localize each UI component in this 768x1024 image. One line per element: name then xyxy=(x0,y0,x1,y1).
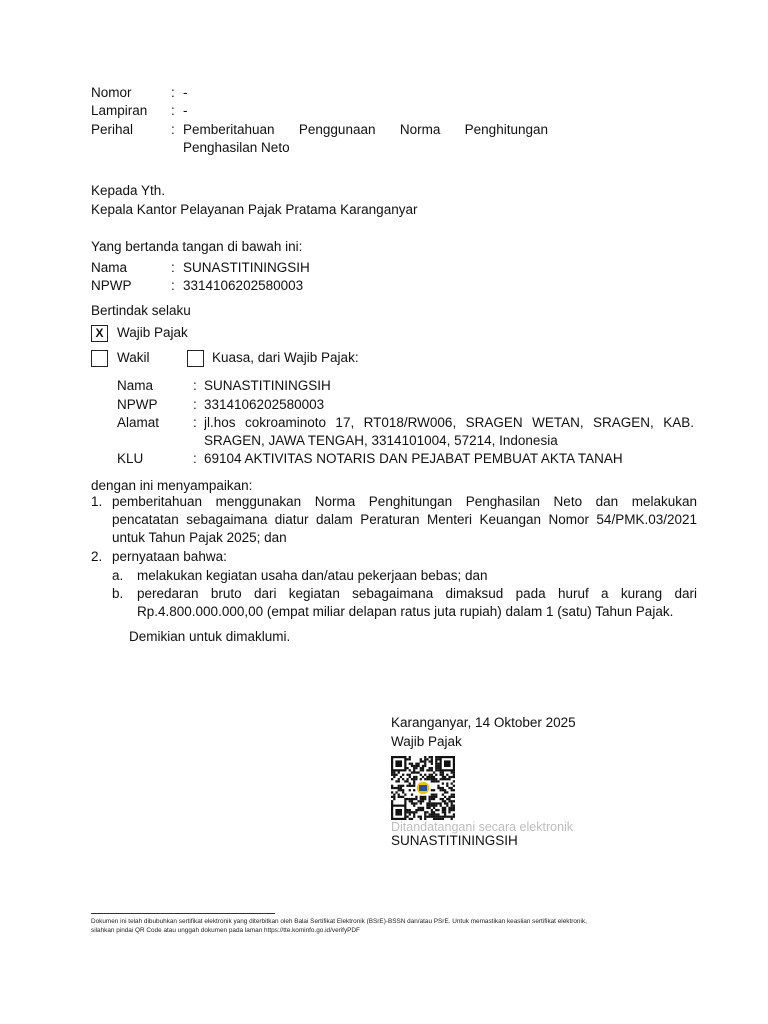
taxpayer-nama-label: Nama xyxy=(117,378,154,393)
footnote-line-1: Dokumen ini telah dibubuhkan sertifikat elektronik yang diterbitkan oleh Balai Sertifikat Elektronik (BSrE)-BSSN dan/atau PSrE. Untuk memastikan keaslian sertifikat elektronik, xyxy=(91,918,587,925)
recipient-greeting: Kepada Yth. xyxy=(91,183,166,198)
signer-nama-label: Nama xyxy=(91,260,128,275)
item-2b-letter: b. xyxy=(112,586,124,601)
signature-role: Wajib Pajak xyxy=(391,734,462,749)
nomor-label: Nomor xyxy=(91,85,132,100)
taxpayer-nama-value: SUNASTITININGSIH xyxy=(204,378,331,393)
signer-npwp-label: NPWP xyxy=(91,278,132,293)
signer-npwp-value: 3314106202580003 xyxy=(183,278,304,293)
closing-text: Demikian untuk dimaklumi. xyxy=(129,629,291,644)
taxpayer-klu-label: KLU xyxy=(117,451,144,466)
item-2-number: 2. xyxy=(91,549,103,564)
e-signed-note: Ditandatangani secara elektronik xyxy=(391,820,574,834)
item-1-number: 1. xyxy=(91,494,103,509)
perihal-label: Perihal xyxy=(91,122,134,137)
signature-place-date: Karanganyar, 14 Oktober 2025 xyxy=(391,715,576,730)
signer-npwp-colon: : xyxy=(171,278,175,293)
item-1-line-3: untuk Tahun Pajak 2025; dan xyxy=(112,530,287,545)
item-2a-letter: a. xyxy=(112,568,124,583)
wajib-pajak-checkbox[interactable]: X xyxy=(91,325,108,342)
taxpayer-npwp-label: NPWP xyxy=(117,397,158,412)
signer-nama-colon: : xyxy=(171,260,175,275)
taxpayer-klu-value: 69104 AKTIVITAS NOTARIS DAN PEJABAT PEMBUAT AKTA TANAH xyxy=(204,451,623,466)
wakil-label: Wakil xyxy=(117,350,150,365)
statement-intro: dengan ini menyampaikan: xyxy=(91,478,253,493)
taxpayer-alamat-colon: : xyxy=(193,415,197,430)
item-2a-text: melakukan kegiatan usaha dan/atau pekerjaan bebas; dan xyxy=(137,568,488,583)
lampiran-colon: : xyxy=(171,103,175,118)
kuasa-checkbox[interactable] xyxy=(187,350,204,367)
taxpayer-npwp-value: 3314106202580003 xyxy=(204,397,325,412)
taxpayer-klu-colon: : xyxy=(193,451,197,466)
taxpayer-npwp-colon: : xyxy=(193,397,197,412)
item-2b-line-2: Rp.4.800.000.000,00 (empat miliar delapan ratus juta rupiah) dalam 1 (satu) Tahun Pajak. xyxy=(137,604,674,619)
nomor-colon: : xyxy=(171,85,175,100)
lampiran-value: - xyxy=(183,103,188,118)
qr-code-icon[interactable] xyxy=(391,756,455,820)
wajib-pajak-label: Wajib Pajak xyxy=(117,325,188,340)
kuasa-label: Kuasa, dari Wajib Pajak: xyxy=(212,350,359,365)
taxpayer-alamat-line-1: jl.hos cokroaminoto 17, RT018/RW006, SRAGEN WETAN, SRAGEN, KAB. xyxy=(204,415,694,430)
taxpayer-alamat-line-2: SRAGEN, JAWA TENGAH, 3314101004, 57214, Indonesia xyxy=(204,433,558,448)
lampiran-label: Lampiran xyxy=(91,103,148,118)
signature-name: SUNASTITININGSIH xyxy=(391,833,518,848)
item-2-text: pernyataan bahwa: xyxy=(112,549,227,564)
perihal-colon: : xyxy=(171,122,175,137)
role-title: Bertindak selaku xyxy=(91,303,191,318)
item-2b-line-1: peredaran bruto dari kegiatan sebagaimana dimaksud pada huruf a kurang dari xyxy=(137,586,697,601)
footnote-divider xyxy=(91,913,275,914)
nomor-value: - xyxy=(183,85,188,100)
recipient-office: Kepala Kantor Pelayanan Pajak Pratama Karanganyar xyxy=(91,202,418,217)
footnote xyxy=(91,917,697,935)
perihal-line-2: Penghasilan Neto xyxy=(183,140,290,155)
footnote-line-2: silahkan pindai QR Code atau unggah dokumen pada laman https://tte.kominfo.go.id/verifyPDF xyxy=(91,927,360,934)
signer-intro: Yang bertanda tangan di bawah ini: xyxy=(91,239,303,254)
item-1-line-1: pemberitahuan menggunakan Norma Penghitungan Penghasilan Neto dan melakukan xyxy=(112,494,697,509)
wakil-checkbox[interactable] xyxy=(91,350,108,367)
item-1-line-2: pencatatan sebagaimana diatur dalam Peraturan Menteri Keuangan Nomor 54/PMK.03/2021 xyxy=(112,512,697,527)
signer-nama-value: SUNASTITININGSIH xyxy=(183,260,310,275)
perihal-line-1: Pemberitahuan Penggunaan Norma Penghitungan xyxy=(183,122,548,137)
taxpayer-alamat-label: Alamat xyxy=(117,415,160,430)
taxpayer-nama-colon: : xyxy=(193,378,197,393)
